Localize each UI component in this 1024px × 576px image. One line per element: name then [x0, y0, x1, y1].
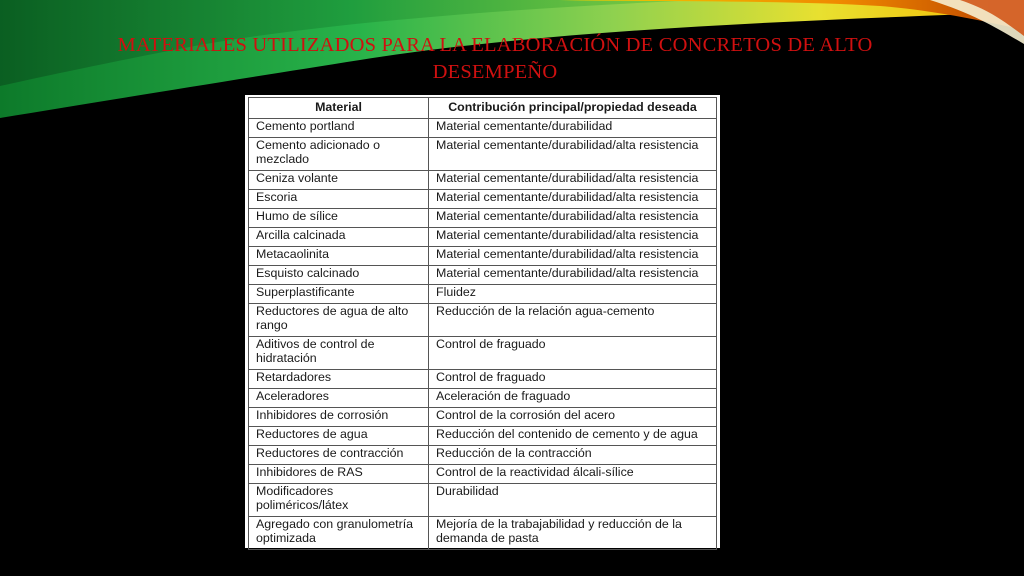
contribution-cell: Reducción de la contracción — [429, 446, 717, 465]
table-row — [249, 285, 717, 304]
table-row — [249, 138, 717, 171]
contribution-cell: Control de la reactividad álcali-sílice — [429, 465, 717, 484]
material-cell: Ceniza volante — [249, 171, 429, 190]
contribution-cell: Control de la corrosión del acero — [429, 408, 717, 427]
material-cell: Aceleradores — [249, 389, 429, 408]
contribution-cell: Material cementante/durabilidad/alta resistencia — [429, 190, 717, 209]
material-cell: Modificadores poliméricos/látex — [249, 484, 429, 517]
contribution-cell: Material cementante/durabilidad/alta resistencia — [429, 247, 717, 266]
material-cell: Arcilla calcinada — [249, 228, 429, 247]
contribution-cell: Control de fraguado — [429, 337, 717, 370]
material-cell: Reductores de agua de alto rango — [249, 304, 429, 337]
contribution-cell: Material cementante/durabilidad/alta resistencia — [429, 171, 717, 190]
material-cell: Agregado con granulometría optimizada — [249, 517, 429, 550]
material-cell: Cemento portland — [249, 119, 429, 138]
materials-table-container — [245, 95, 720, 548]
material-cell: Metacaolinita — [249, 247, 429, 266]
slide-title: MATERIALES UTILIZADOS PARA LA ELABORACIÓN DE CONCRETOS DE ALTO DESEMPEÑO — [117, 34, 873, 83]
table-row — [249, 266, 717, 285]
contribution-cell: Material cementante/durabilidad/alta resistencia — [429, 266, 717, 285]
material-cell: Retardadores — [249, 370, 429, 389]
material-cell: Superplastificante — [249, 285, 429, 304]
table-row — [249, 228, 717, 247]
table-row — [249, 484, 717, 517]
table-row — [249, 465, 717, 484]
contribution-cell: Mejoría de la trabajabilidad y reducción de la demanda de pasta — [429, 517, 717, 550]
material-cell: Esquisto calcinado — [249, 266, 429, 285]
contribution-cell: Material cementante/durabilidad/alta resistencia — [429, 138, 717, 171]
table-row — [249, 337, 717, 370]
contribution-cell: Reducción del contenido de cemento y de agua — [429, 427, 717, 446]
contribution-cell: Control de fraguado — [429, 370, 717, 389]
table-row — [249, 389, 717, 408]
table-row — [249, 517, 717, 550]
table-row — [249, 171, 717, 190]
contribution-cell: Material cementante/durabilidad/alta resistencia — [429, 209, 717, 228]
table-row — [249, 190, 717, 209]
material-cell: Cemento adicionado o mezclado — [249, 138, 429, 171]
material-cell: Reductores de contracción — [249, 446, 429, 465]
column-header-material: Material — [249, 98, 429, 119]
table-row — [249, 304, 717, 337]
material-cell: Escoria — [249, 190, 429, 209]
table-row — [249, 427, 717, 446]
material-cell: Inhibidores de corrosión — [249, 408, 429, 427]
table-row — [249, 370, 717, 389]
contribution-cell: Fluidez — [429, 285, 717, 304]
contribution-cell: Reducción de la relación agua-cemento — [429, 304, 717, 337]
column-header-contribution: Contribución principal/propiedad deseada — [429, 98, 717, 119]
table-row — [249, 446, 717, 465]
contribution-cell: Aceleración de fraguado — [429, 389, 717, 408]
table-row — [249, 247, 717, 266]
table-row — [249, 209, 717, 228]
material-cell: Humo de sílice — [249, 209, 429, 228]
contribution-cell: Material cementante/durabilidad — [429, 119, 717, 138]
table-header-row — [249, 98, 717, 119]
contribution-cell: Durabilidad — [429, 484, 717, 517]
materials-table — [248, 97, 717, 550]
table-row — [249, 408, 717, 427]
table-row — [249, 119, 717, 138]
material-cell: Inhibidores de RAS — [249, 465, 429, 484]
material-cell: Aditivos de control de hidratación — [249, 337, 429, 370]
contribution-cell: Material cementante/durabilidad/alta resistencia — [429, 228, 717, 247]
material-cell: Reductores de agua — [249, 427, 429, 446]
